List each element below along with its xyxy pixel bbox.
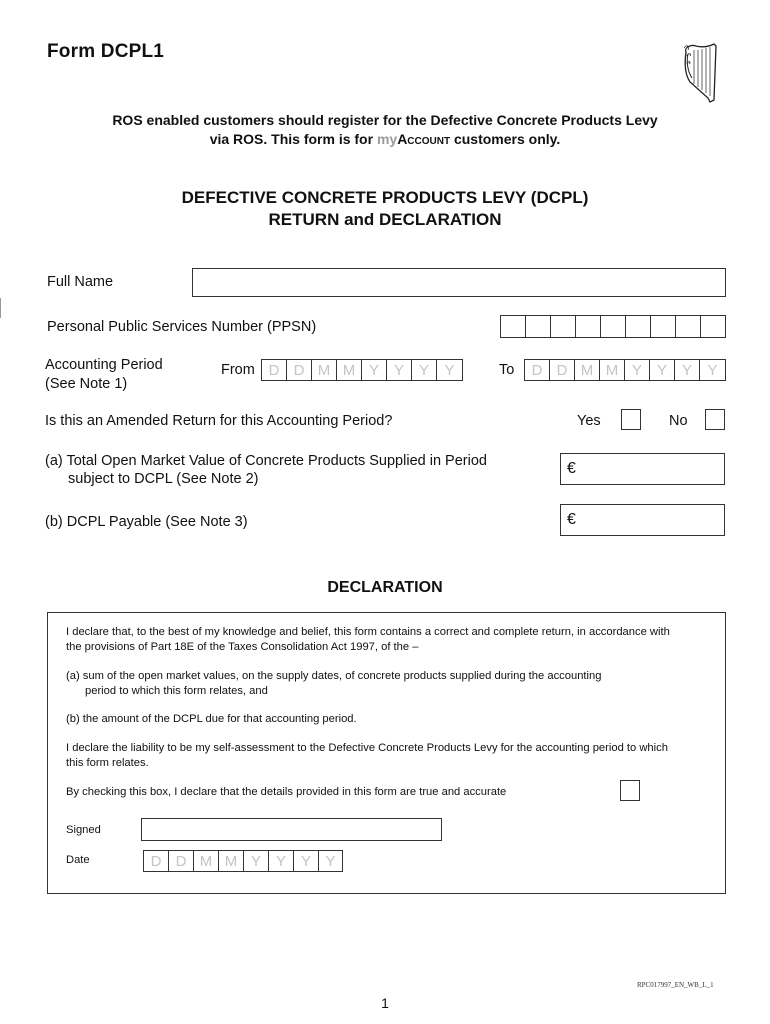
full-name-label: Full Name [47,274,114,290]
declaration-item-a: (a) sum of the open market values, on the supply dates, of concrete products supplied during the accounting period to which this form relates, and [66,670,602,697]
intro-line-1: ROS enabled customers should register for the Defective Concrete Products Levy [112,112,658,128]
full-name-input[interactable] [192,268,726,297]
declaration-checkbox[interactable] [620,780,640,801]
total-value-label: (a) Total Open Market Value of Concrete Products Supplied in Period subject to DCPL (See Note 2) [45,453,487,487]
signed-input[interactable] [141,818,442,841]
declaration-para-2: I declare the liability to be my self-assessment to the Defective Concrete Products Levy for the accounting period to which this form relates. [66,742,668,769]
ppsn-input[interactable] [500,315,726,338]
to-date-input[interactable]: D D M M Y Y Y Y [524,359,726,381]
euro-symbol: € [567,460,576,477]
no-checkbox[interactable] [705,409,725,430]
no-label: No [669,413,688,429]
intro-text [40,111,730,149]
declaration-title: DECLARATION [327,579,443,596]
my-text: my [376,131,398,147]
declaration-date-input[interactable]: D D M M Y Y Y Y [143,850,343,872]
harp-icon [680,42,720,104]
yes-checkbox[interactable] [621,409,641,430]
ppsn-label: Personal Public Services Number (PPSN) [47,319,317,335]
date-label: Date [66,854,90,866]
accounting-period-label: Accounting Period (See Note 1) [45,357,163,392]
total-value-input[interactable] [560,453,725,485]
dcpl-payable-input[interactable] [560,504,725,536]
from-label: From [221,362,255,378]
dcpl-payable-label: (b) DCPL Payable (See Note 3) [45,514,248,530]
declaration-checkbox-text: By checking this box, I declare that the details provided in this form are true and accurate [66,786,507,798]
margin-mark [0,298,1,318]
declaration-para-1: I declare that, to the best of my knowledge and belief, this form contains a correct and complete return, in accordance with the provisions of Part 18E of the Taxes Consolidation Act 1997, of the – [66,626,670,653]
yes-label: Yes [577,413,601,429]
form-reference: RPC017997_EN_WB_L_1 [637,981,714,989]
form-id: Form DCPL1 [47,41,165,62]
declaration-item-b: (b) the amount of the DCPL due for that accounting period. [66,713,357,725]
intro-line-2: via ROS. This form is for myAccount customers only. [209,131,561,147]
page-title: DEFECTIVE CONCRETE PRODUCTS LEVY (DCPL) RETURN and DECLARATION [181,188,589,229]
euro-symbol: € [567,511,576,528]
account-text: Account [397,131,451,147]
amended-question: Is this an Amended Return for this Accounting Period? [45,413,393,429]
signed-label: Signed [66,824,101,836]
from-date-input[interactable]: D D M M Y Y Y Y [261,359,463,381]
page-number: 1 [381,995,389,1011]
to-label: To [499,362,515,378]
